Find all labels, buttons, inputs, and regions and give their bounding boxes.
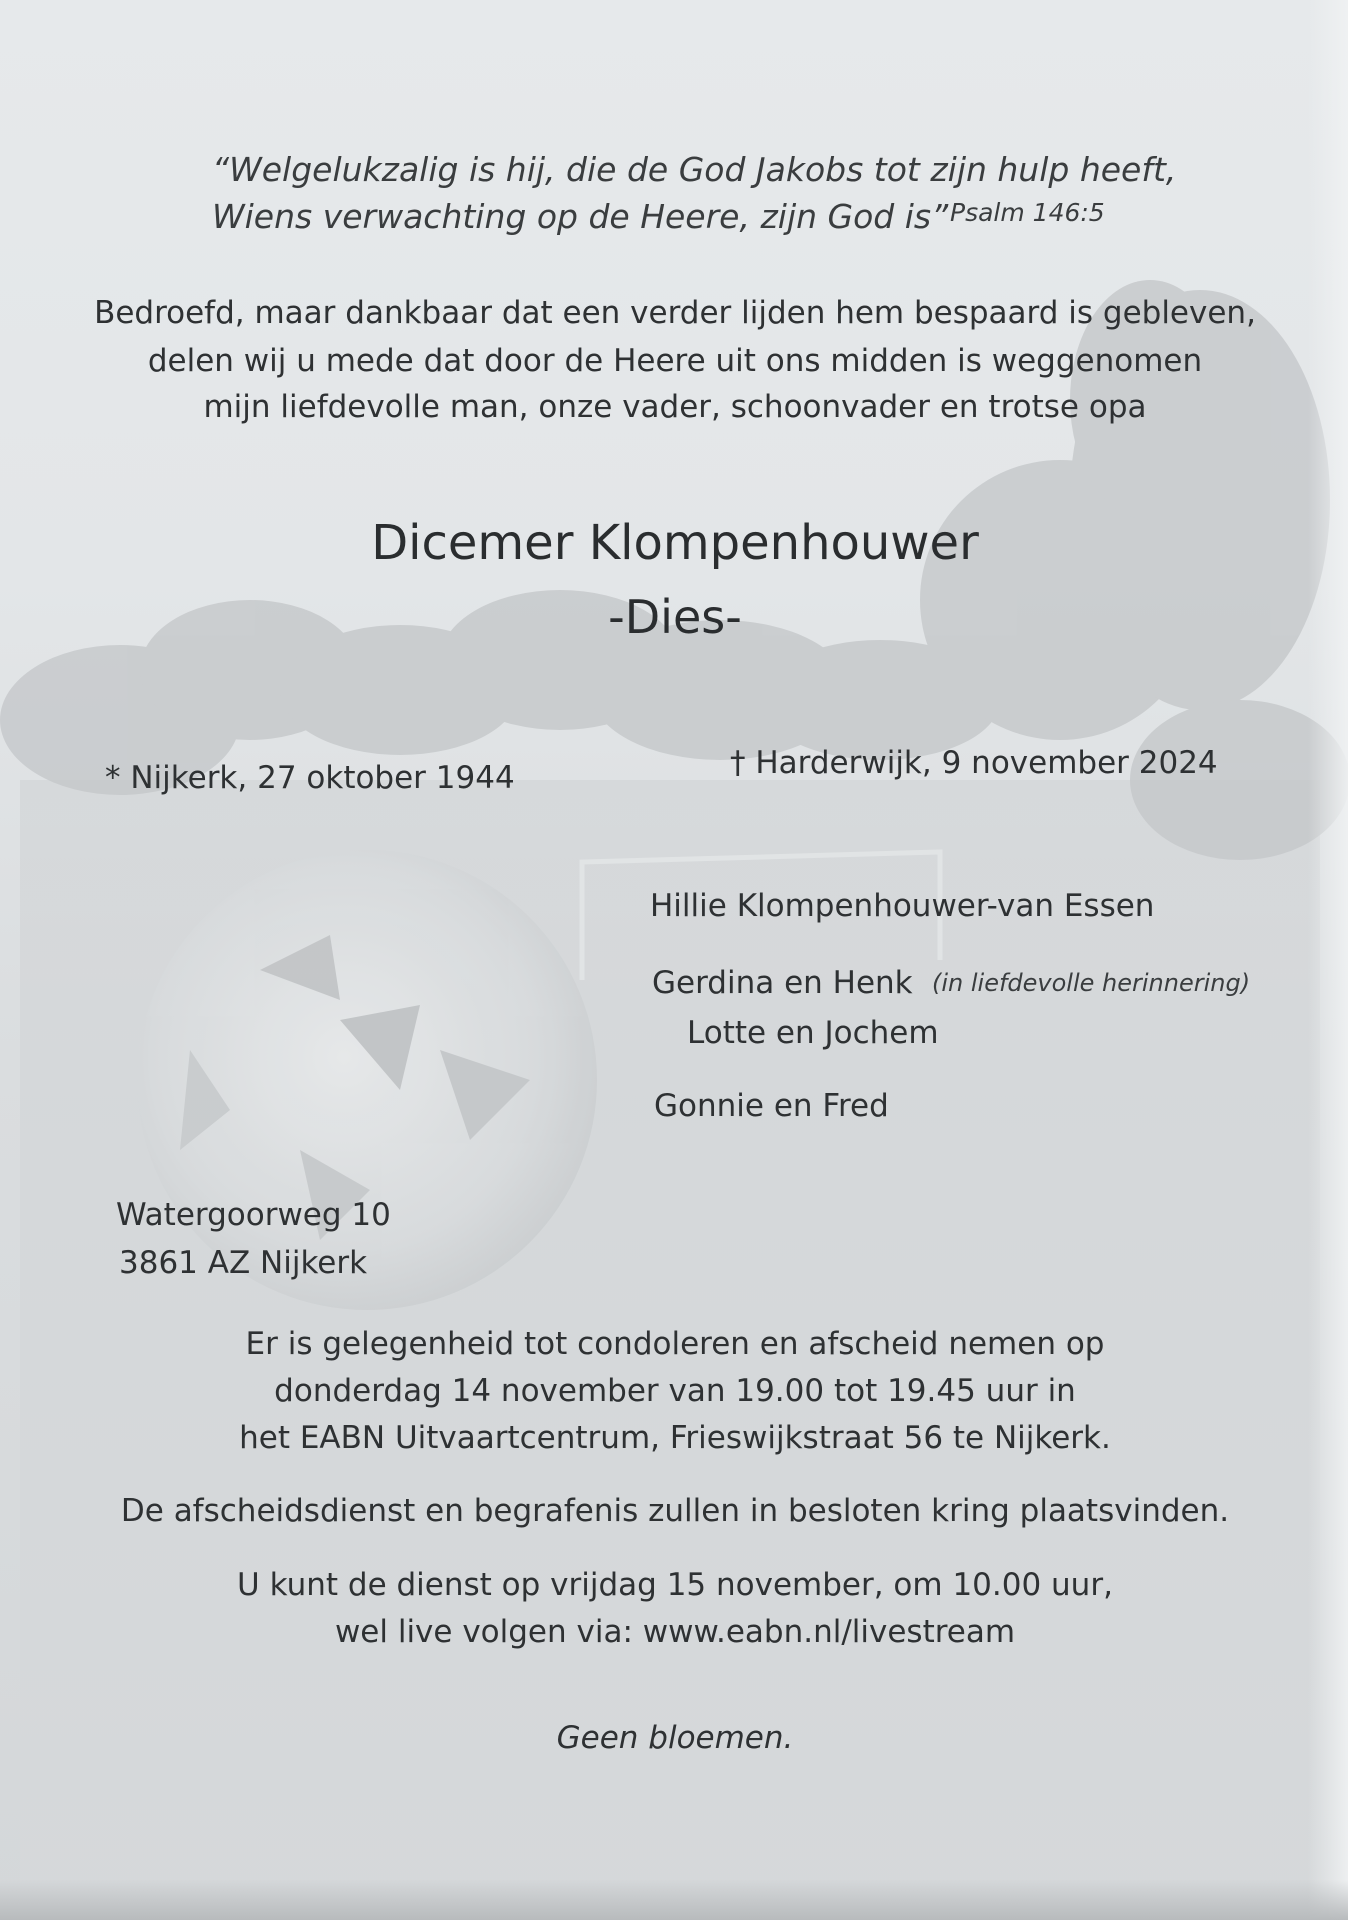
condolence-line-1: Er is gelegenheid tot condoleren en afscheid nemen op <box>245 1326 1105 1362</box>
livestream-line-2: wel live volgen via: www.eabn.nl/livestream <box>334 1614 1016 1650</box>
deceased-name: Dicemer Klompenhouwer <box>371 515 979 571</box>
card-edge-highlight <box>1308 0 1348 1920</box>
announcement-line-2: delen wij u mede dat door de Heere uit ons midden is weggenomen <box>147 343 1203 379</box>
address-city: 3861 AZ Nijkerk <box>119 1245 368 1281</box>
family-child-1-note: (in liefdevolle herinnering) <box>932 969 1251 997</box>
livestream-line-1: U kunt de dienst op vrijdag 15 november, om 10.00 uur, <box>237 1567 1113 1603</box>
quote-line-1: “Welgelukzalig is hij, die de God Jakobs tot zijn hulp heeft, <box>212 150 1177 189</box>
announcement-line-1: Bedroefd, maar dankbaar dat een verder lijden hem bespaard is gebleven, <box>94 295 1256 331</box>
condolence-line-2: donderdag 14 november van 19.00 tot 19.45 uur in <box>274 1373 1076 1409</box>
deceased-nickname: -Dies- <box>608 590 742 644</box>
birth-date: * Nijkerk, 27 oktober 1944 <box>105 760 515 796</box>
quote-line-2: Wiens verwachting op de Heere, zijn God is” <box>212 197 949 236</box>
service-note: De afscheidsdienst en begrafenis zullen in besloten kring plaatsvinden. <box>120 1493 1230 1529</box>
quote-reference: Psalm 146:5 <box>950 198 1105 227</box>
closing-note: Geen bloemen. <box>556 1720 794 1756</box>
death-date: † Harderwijk, 9 november 2024 <box>730 745 1218 781</box>
bottom-shadow <box>0 1880 1348 1920</box>
family-child-1: Gerdina en Henk <box>652 965 913 1001</box>
family-child-2: Gonnie en Fred <box>654 1088 889 1124</box>
family-grandchildren-1: Lotte en Jochem <box>687 1015 939 1051</box>
family-spouse: Hillie Klompenhouwer-van Essen <box>650 888 1155 924</box>
address-street: Watergoorweg 10 <box>116 1197 391 1233</box>
condolence-line-3: het EABN Uitvaartcentrum, Frieswijkstraat 56 te Nijkerk. <box>239 1420 1111 1456</box>
announcement-line-3: mijn liefdevolle man, onze vader, schoonvader en trotse opa <box>203 389 1147 425</box>
photo-football <box>137 850 597 1310</box>
